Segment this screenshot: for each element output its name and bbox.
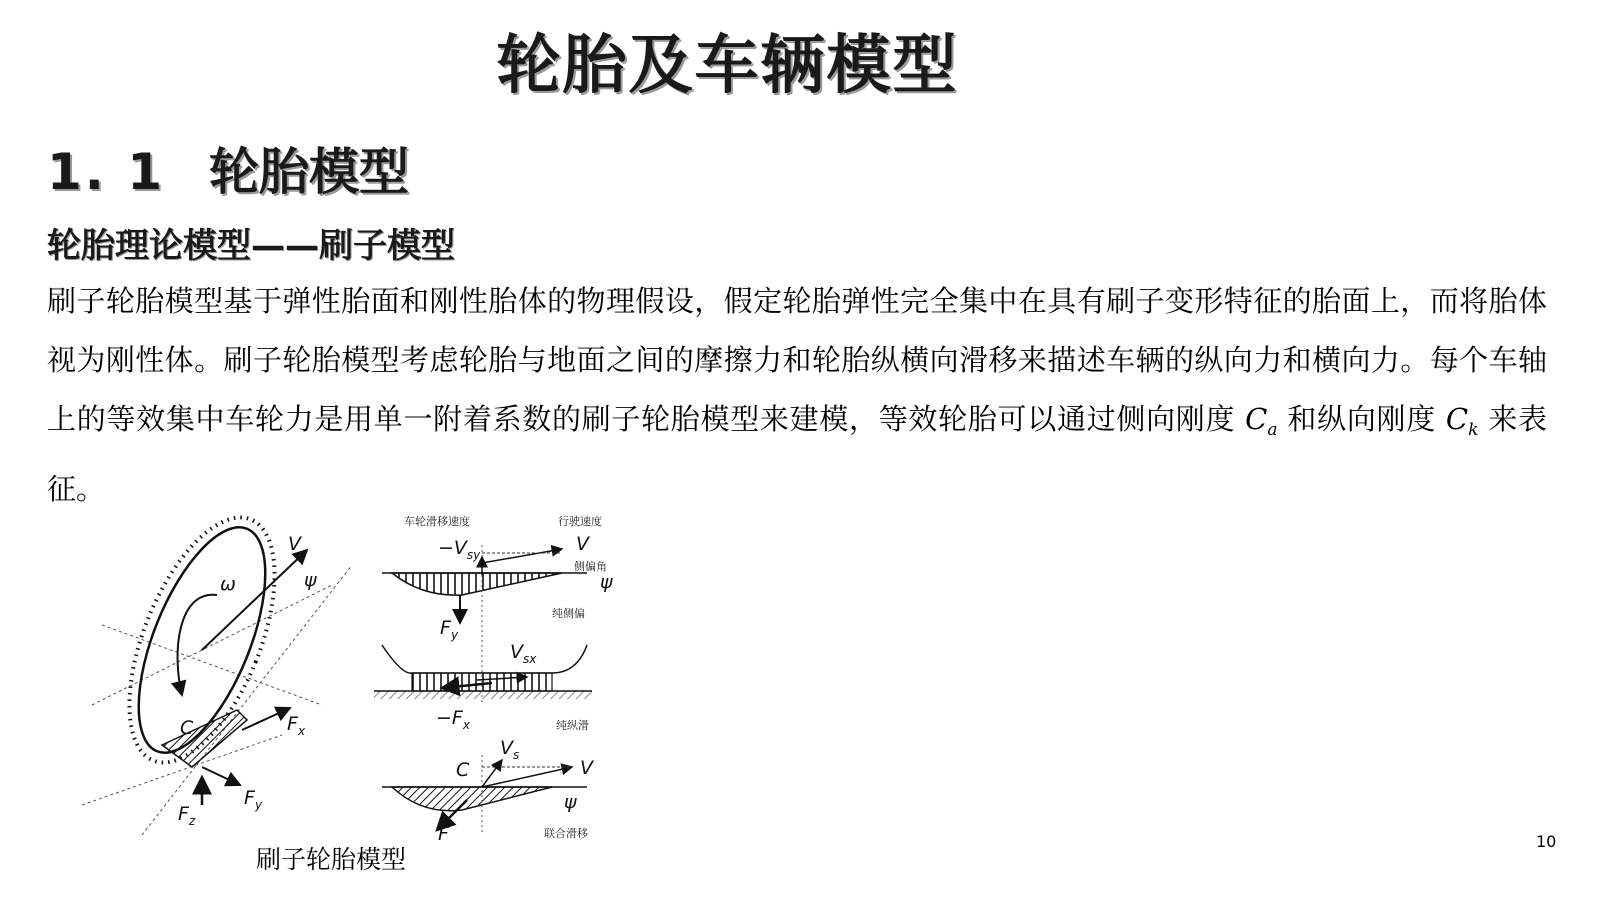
wheel-fz-label: [178, 803, 195, 828]
fx-sub: x: [297, 723, 306, 738]
lateral-fy-sub: y: [450, 627, 459, 642]
wheel-omega-label: ω: [220, 573, 236, 595]
lateral-slip-diagram: [382, 545, 587, 635]
symbol-ca-sub: a: [1267, 420, 1278, 440]
symbol-ca-base: C: [1245, 402, 1268, 436]
slip-speed-label: 车轮滑移速度: [404, 515, 470, 528]
wheel-fy-label: [244, 787, 262, 812]
symbol-ck: [1445, 402, 1479, 440]
wheel-fx-label: [287, 713, 305, 738]
lateral-fy-base: F: [440, 617, 451, 639]
subheading: 轮胎理论模型——刷子模型: [47, 226, 455, 266]
wheel-v-label: V: [288, 533, 301, 555]
symbol-ck-base: C: [1445, 402, 1469, 436]
pure-lateral-label: 纯侧偏: [552, 607, 585, 620]
fy-arrow: [202, 767, 240, 785]
figure-caption: 刷子轮胎模型: [256, 845, 407, 874]
combined-slip-diagram: [382, 755, 587, 835]
fx-base: F: [287, 713, 298, 735]
neg-fx-sub: x: [462, 717, 470, 732]
section-heading: [47, 132, 409, 204]
symbol-ca: [1245, 402, 1278, 440]
vsx-base: V: [510, 641, 523, 663]
pure-longitudinal-label: 纯纵滑: [556, 719, 589, 732]
wheel-psi-label: ψ: [304, 569, 317, 591]
symbol-ck-sub: k: [1468, 420, 1479, 440]
vs-sub: s: [513, 747, 520, 762]
neg-vsy-sub: sy: [466, 547, 481, 562]
neg-fx-label: [436, 707, 470, 732]
fy-base: F: [244, 787, 255, 809]
body-text-main: 刷子轮胎模型基于弹性胎面和刚性胎体的物理假设，假定轮胎弹性完全集中在具有刷子变形特征的胎面上，而将胎体视为刚性体。刷子轮胎模型考虑轮胎与地面之间的摩擦力和轮胎纵横向滑移来描述车辆的纵向力和横向力。每个车轴上的等效集中车轮力是用单一附着系数的刷子轮胎模型来建模，等效轮胎可以通过侧向刚度: [47, 284, 1547, 436]
body-paragraph: [47, 272, 1547, 519]
contact-patch: [162, 710, 247, 767]
neg-vsy-base: −V: [438, 537, 467, 559]
combined-v-label: V: [580, 757, 593, 779]
wheel-diagram: [82, 565, 352, 835]
roll-speed-label: 行驶速度: [558, 515, 602, 528]
figure-drawing: [82, 505, 642, 845]
vs-base: V: [500, 737, 513, 759]
lateral-v-label: V: [576, 533, 589, 555]
brush-tire-figure: [82, 505, 642, 845]
neg-vsy-label: [438, 537, 480, 562]
fz-base: F: [178, 803, 189, 825]
combined-slip-label: 联合滑移: [544, 827, 588, 840]
section-number: 1. 1: [47, 143, 165, 201]
fz-sub: z: [188, 813, 196, 828]
slip-angle-label: 侧偏角: [574, 560, 607, 573]
section-title: 轮胎模型: [208, 143, 409, 201]
body-text-end: 来表征。: [47, 402, 1548, 506]
lateral-fy-label: [440, 617, 458, 642]
lateral-psi-label: ψ: [600, 571, 613, 593]
fy-sub: y: [254, 797, 263, 812]
longitudinal-slip-diagram: [374, 625, 592, 705]
combined-psi-label: ψ: [564, 791, 577, 813]
fx-arrow: [242, 708, 290, 730]
vsx-sub: sx: [523, 651, 537, 666]
vs-label: [500, 737, 519, 762]
combined-f-label: F: [438, 823, 449, 845]
neg-fx-base: −F: [436, 707, 463, 729]
slide-title: 轮胎及车辆模型: [496, 29, 959, 103]
page-number: 10: [1536, 832, 1557, 851]
wheel-c-label: C: [180, 717, 194, 739]
vsx-label: [510, 641, 536, 666]
body-text-mid: 和纵向刚度: [1287, 402, 1436, 436]
combined-c-label: C: [456, 759, 470, 781]
omega-arrow: [178, 595, 217, 695]
